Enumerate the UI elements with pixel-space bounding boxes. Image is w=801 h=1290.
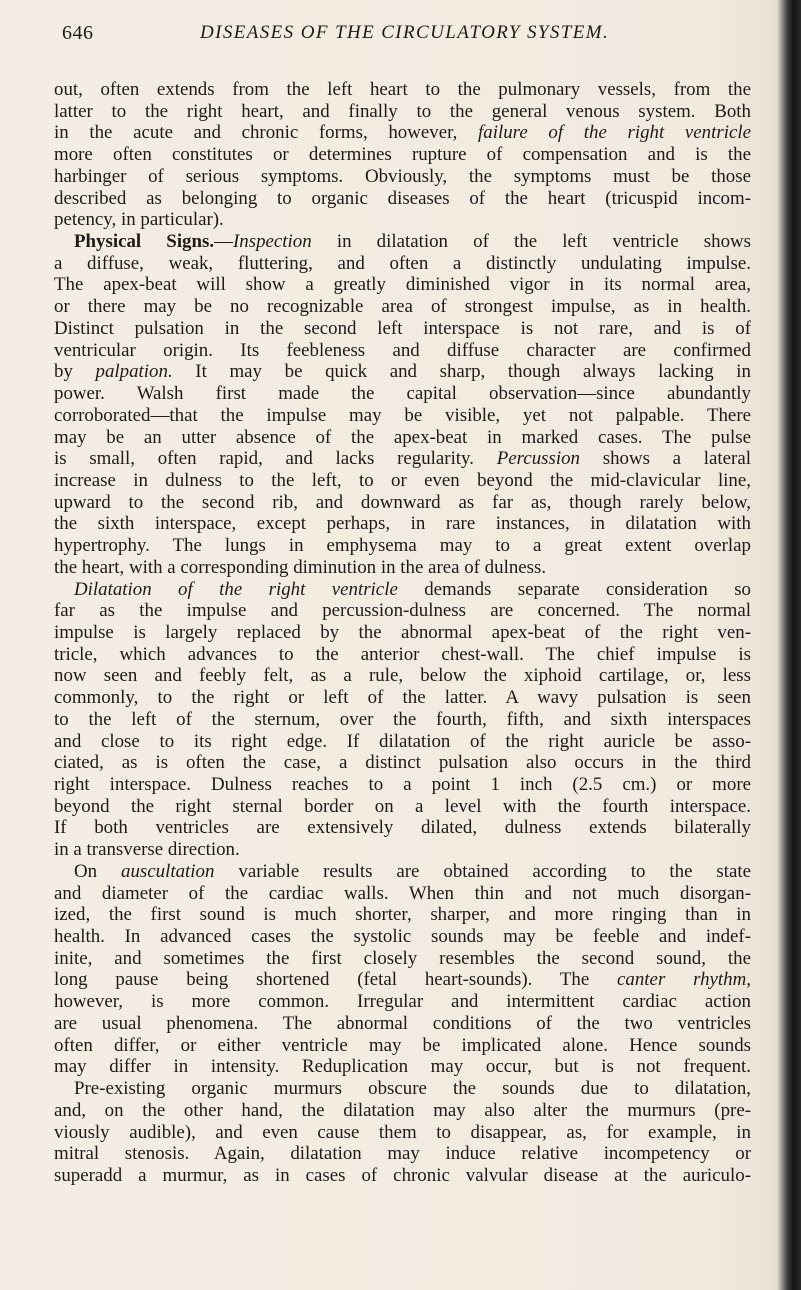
text-run: may differ in intensity. Reduplication may occur, but is not frequent. xyxy=(54,1056,751,1078)
text-line xyxy=(54,361,751,383)
text-line xyxy=(54,188,751,210)
text-run: ventricular origin. Its feebleness and diffuse character are confirmed xyxy=(54,339,751,361)
text-run: tricle, which advances to the anterior chest-wall. The chief impulse is xyxy=(54,643,751,665)
text-run: petency, in particular). xyxy=(54,209,224,231)
text-line xyxy=(54,1100,751,1122)
text-run: often differ, or either ventricle may be implicated alone. Hence sounds xyxy=(54,1034,751,1056)
text-line xyxy=(54,600,751,622)
emphasis-text: failure of the right ventricle xyxy=(478,122,751,144)
text-line xyxy=(54,144,751,166)
text-line xyxy=(54,166,751,188)
emphasis-text: Inspection xyxy=(232,231,312,253)
text-line xyxy=(54,340,751,362)
text-run: by xyxy=(54,361,96,383)
text-line xyxy=(54,926,751,948)
text-line xyxy=(54,817,751,839)
emphasis-text: canter rhythm, xyxy=(617,969,751,991)
text-line xyxy=(54,991,751,1013)
text-run: far as the impulse and percussion-dulness are concerned. The normal xyxy=(54,600,751,622)
text-line xyxy=(54,253,751,275)
text-run: upward to the second rib, and downward as far as, though rarely below, xyxy=(54,491,751,513)
text-line xyxy=(54,774,751,796)
page-header xyxy=(62,18,752,52)
text-run: long pause being shortened (fetal heart-sounds). The xyxy=(54,969,618,991)
text-run: and, on the other hand, the dilatation may also alter the murmurs (pre- xyxy=(54,1099,751,1121)
section-heading: Physical Signs. xyxy=(74,231,215,253)
text-line xyxy=(54,231,751,253)
text-line xyxy=(54,665,751,687)
page-binding-edge xyxy=(777,0,801,1290)
text-line xyxy=(54,948,751,970)
emphasis-text: palpation. xyxy=(95,361,173,383)
text-line xyxy=(54,296,751,318)
text-line xyxy=(54,752,751,774)
text-run: commonly, to the right or left of the latter. A wavy pulsation is seen xyxy=(54,687,751,709)
text-run: superadd a murmur, as in cases of chronic valvular disease at the auriculo- xyxy=(54,1164,751,1186)
text-run: out, often extends from the left heart to the pulmonary vessels, from the xyxy=(54,79,751,100)
text-line xyxy=(54,1035,751,1057)
text-line xyxy=(54,969,751,991)
text-line xyxy=(54,709,751,731)
text-line xyxy=(54,79,751,101)
text-run: increase in dulness to the left, to or even beyond the mid-clavicular line, xyxy=(54,469,751,491)
text-run: mitral stenosis. Again, dilatation may induce relative incompetency or xyxy=(54,1143,751,1165)
text-run: Distinct pulsation in the second left interspace is not rare, and is of xyxy=(54,317,751,339)
text-line xyxy=(54,209,751,231)
text-line xyxy=(54,1056,751,1078)
page-number: 646 xyxy=(62,22,94,44)
text-line xyxy=(54,101,751,123)
text-line xyxy=(54,1013,751,1035)
text-run: — xyxy=(214,231,233,253)
text-run: more often constitutes or determines rupture of compensation and is the xyxy=(54,144,751,166)
text-run: the sixth interspace, except perhaps, in rare instances, in dilatation with xyxy=(54,513,751,535)
text-run: Pre-existing organic murmurs obscure the sounds due to dilatation, xyxy=(74,1078,751,1100)
text-run: is small, often rapid, and lacks regularity. xyxy=(54,448,497,470)
text-line xyxy=(54,274,751,296)
text-run: are usual phenomena. The abnormal conditions of the two ventricles xyxy=(54,1012,751,1034)
text-line xyxy=(54,687,751,709)
text-run: described as belonging to organic diseases of the heart (tricuspid incom- xyxy=(54,187,751,209)
text-line xyxy=(54,883,751,905)
text-run: harbinger of serious symptoms. Obviously, the symptoms must be those xyxy=(54,165,751,187)
text-run: The apex-beat will show a greatly diminished vigor in its normal area, xyxy=(54,274,751,296)
text-run: in the acute and chronic forms, however, xyxy=(54,122,479,144)
text-run: and diameter of the cardiac walls. When thin and not much disorgan- xyxy=(54,882,751,904)
text-line xyxy=(54,318,751,340)
text-run: the heart, with a corresponding diminution in the area of dulness. xyxy=(54,556,547,578)
body-text xyxy=(54,79,751,1187)
text-line xyxy=(54,405,751,427)
text-run: corroborated—that the impulse may be visible, yet not palpable. There xyxy=(54,404,751,426)
running-head: DISEASES OF THE CIRCULATORY SYSTEM. xyxy=(200,22,610,43)
emphasis-text: Percussion xyxy=(496,448,580,470)
text-run: viously audible), and even cause them to disappear, as, for example, in xyxy=(54,1121,751,1143)
text-run: shows a lateral xyxy=(579,448,751,470)
text-line xyxy=(54,861,751,883)
text-line xyxy=(54,1165,751,1187)
text-line xyxy=(54,1078,751,1100)
text-run: ized, the first sound is much shorter, sharper, and more ringing than in xyxy=(54,904,751,926)
emphasis-text: Dilatation of the right ventricle xyxy=(74,578,398,600)
text-line xyxy=(54,448,751,470)
text-run: variable results are obtained according to the state xyxy=(214,860,751,882)
text-run: beyond the right sternal border on a level with the fourth interspace. xyxy=(54,795,751,817)
text-run: however, is more common. Irregular and intermittent cardiac action xyxy=(54,991,751,1013)
text-run: impulse is largely replaced by the abnormal apex-beat of the right ven- xyxy=(54,621,751,643)
text-line xyxy=(54,644,751,666)
text-line xyxy=(54,427,751,449)
text-run: in dilatation of the left ventricle shows xyxy=(311,231,751,253)
text-run: in a transverse direction. xyxy=(54,839,240,861)
text-run: It may be quick and sharp, though always lacking in xyxy=(172,361,751,383)
text-line xyxy=(54,383,751,405)
text-line xyxy=(54,839,751,861)
text-run: health. In advanced cases the systolic sounds may be feeble and indef- xyxy=(54,926,751,948)
text-run: ciated, as is often the case, a distinct pulsation also occurs in the third xyxy=(54,752,751,774)
text-run: may be an utter absence of the apex-beat in marked cases. The pulse xyxy=(54,426,751,448)
text-run: hypertrophy. The lungs in emphysema may to a great extent overlap xyxy=(54,535,751,557)
text-run: now seen and feebly felt, as a rule, below the xiphoid cartilage, or, less xyxy=(54,665,751,687)
text-run: demands separate consideration so xyxy=(397,578,751,600)
text-line xyxy=(54,1122,751,1144)
text-line xyxy=(54,579,751,601)
text-run: If both ventricles are extensively dilated, dulness extends bilaterally xyxy=(54,817,751,839)
text-line xyxy=(54,122,751,144)
text-line xyxy=(54,557,751,579)
text-run: and close to its right edge. If dilatation of the right auricle be asso- xyxy=(54,730,751,752)
text-line xyxy=(54,1143,751,1165)
text-line xyxy=(54,513,751,535)
text-run: power. Walsh first made the capital observation—since abundantly xyxy=(54,383,751,405)
text-line xyxy=(54,492,751,514)
text-line xyxy=(54,622,751,644)
text-line xyxy=(54,796,751,818)
text-run: right interspace. Dulness reaches to a point 1 inch (2.5 cm.) or more xyxy=(54,774,751,795)
text-line xyxy=(54,470,751,492)
text-line xyxy=(54,535,751,557)
emphasis-text: auscultation xyxy=(121,860,215,882)
text-line xyxy=(54,904,751,926)
text-line xyxy=(54,731,751,753)
text-run: inite, and sometimes the first closely resembles the second sound, the xyxy=(54,947,751,969)
text-run: latter to the right heart, and finally to the general venous system. Both xyxy=(54,100,751,122)
text-run: a diffuse, weak, fluttering, and often a distinctly undulating impulse. xyxy=(54,252,751,274)
text-run: or there may be no recognizable area of strongest impulse, as in health. xyxy=(54,296,751,318)
text-run: On xyxy=(74,860,122,882)
text-run: to the left of the sternum, over the fourth, fifth, and sixth interspaces xyxy=(54,708,751,730)
